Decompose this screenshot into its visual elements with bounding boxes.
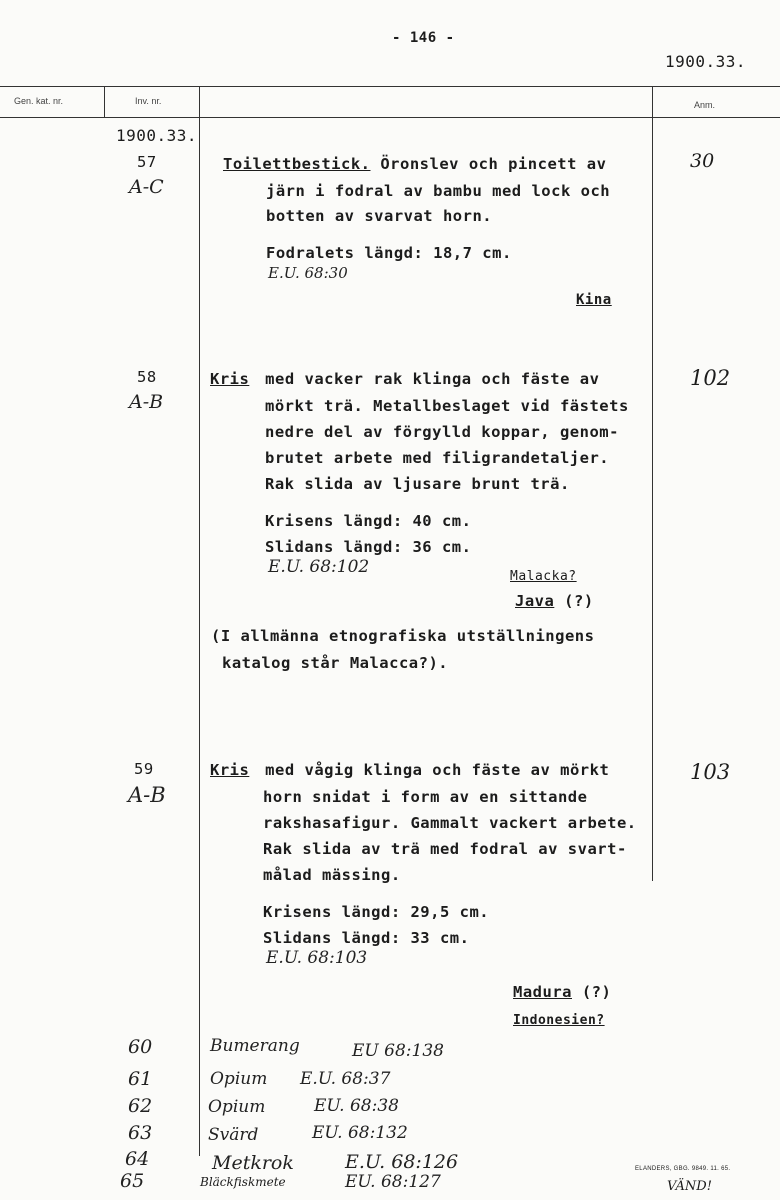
entry-origin: Kina [576,292,612,308]
column-divider-gen [104,86,105,118]
entry-text-line: målad mässing. [263,866,401,884]
entry-text-line: Rak slida av ljusare brunt trä. [265,475,570,493]
entry-origin: Madura (?) [513,983,612,1001]
entry-code: A-B [129,391,164,413]
entry-anm: 102 [690,366,731,390]
entry-eu-code: E.U. 68:30 [268,264,348,282]
hw-entry-number: 61 [128,1068,153,1090]
entry-measure: Slidans längd: 36 cm. [265,538,472,556]
hw-entry-code: EU. 68:127 [345,1172,441,1192]
entry-number: 58 [137,368,157,386]
hw-entry-number: 63 [128,1122,153,1144]
entry-note: katalog står Malacca?). [222,654,449,672]
entry-origin: Malacka? [510,569,577,584]
entry-text-line: Kris med vacker rak klinga och fäste av [210,370,600,388]
header-anm: Anm. [694,100,716,110]
entry-text-line: horn snidat i form av en sittande [263,788,588,806]
hw-entry-name: Opium [208,1097,266,1117]
entry-code: A-B [128,783,166,807]
entry-number: 57 [137,153,157,171]
entry-text-line: nedre del av förgylld koppar, genom- [265,423,619,441]
column-divider-inv [199,86,200,1156]
entry-note: (I allmänna etnografiska utställningens [211,627,595,645]
entry-measure: Krisens längd: 29,5 cm. [263,903,490,921]
column-divider-anm [652,86,653,881]
entry-measure: Slidans längd: 33 cm. [263,929,470,947]
entry-text-line: rakshasafigur. Gammalt vackert arbete. [263,814,637,832]
header-top-rule [0,86,780,87]
hw-entry-code: E.U. 68:126 [345,1151,459,1173]
hw-entry-code: EU. 68:38 [314,1096,399,1116]
hw-entry-number: 60 [128,1036,153,1058]
hw-entry-code: E.U. 68:37 [300,1069,391,1089]
entry-eu-code: E.U. 68:103 [266,948,368,968]
hw-entry-name: Bläckfiskmete [200,1175,286,1189]
hw-entry-number: 65 [120,1170,145,1192]
header-inv-nr: Inv. nr. [135,96,162,106]
entry-text-line: järn i fodral av bambu med lock och [266,182,611,200]
entry-text-line: Toilettbestick. Öronslev och pincett av [223,155,607,173]
entry-text-line: botten av svarvat horn. [266,207,493,225]
hw-entry-name: Opium [210,1069,268,1089]
hw-entry-number: 62 [128,1095,153,1117]
header-gen-kat-nr: Gen. kat. nr. [14,96,64,106]
hw-entry-name: Metkrok [212,1152,294,1174]
entry-origin: Java (?) [515,592,594,610]
entry-anm: 103 [690,760,731,784]
hw-entry-number: 64 [125,1148,150,1170]
entry-number: 59 [134,760,154,778]
header-bottom-rule [0,117,780,118]
inventory-prefix: 1900.33. [116,126,198,145]
entry-title: Kris [210,370,250,388]
entry-text-line: Rak slida av trä med fodral av svart- [263,840,627,858]
entry-title: Toilettbestick. [223,155,371,173]
entry-anm: 30 [690,150,715,172]
entry-text-line: Kris med vågig klinga och fäste av mörkt [210,761,610,779]
hw-entry-code: EU 68:138 [352,1041,444,1061]
turn-page-note: VÄND! [667,1179,712,1194]
entry-text-line: brutet arbete med filigrandetaljer. [265,449,610,467]
hw-entry-code: EU. 68:132 [312,1123,408,1143]
entry-measure: Krisens längd: 40 cm. [265,512,472,530]
entry-eu-code: E.U. 68:102 [268,557,370,577]
hw-entry-name: Svärd [208,1125,259,1145]
entry-code: A-C [129,176,164,198]
entry-measure: Fodralets längd: 18,7 cm. [266,244,512,262]
page-number: - 146 - [392,30,455,46]
entry-title: Kris [210,761,250,779]
entry-text-line: mörkt trä. Metallbeslaget vid fästets [265,397,629,415]
page-catalog-ref: 1900.33. [665,52,747,71]
hw-entry-name: Bumerang [210,1036,300,1056]
entry-origin: Indonesien? [513,1013,605,1028]
printer-mark: ELANDERS, GBG. 9849. 11. 65. [635,1166,731,1172]
